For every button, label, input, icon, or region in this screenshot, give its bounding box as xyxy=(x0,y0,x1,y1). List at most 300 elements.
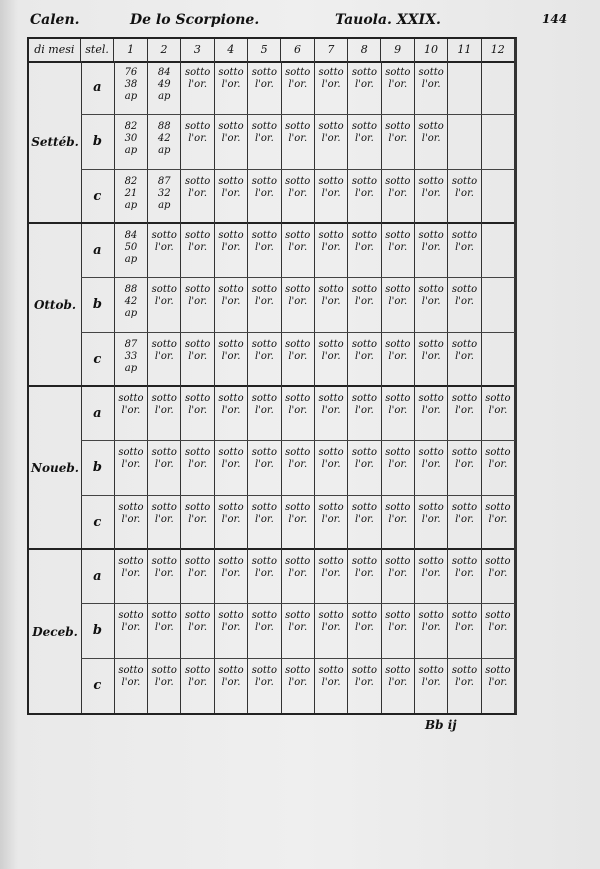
cell-text: sotto xyxy=(418,230,444,241)
cell-text: l'or. xyxy=(288,296,308,308)
cell-text: sotto xyxy=(485,447,511,459)
table-cell xyxy=(348,659,381,713)
cell-text: l'or. xyxy=(355,79,374,90)
cell-text: ap xyxy=(158,91,171,102)
cell-text: l'or. xyxy=(188,676,208,688)
table-cell xyxy=(181,170,214,224)
cell-text: sotto xyxy=(251,610,277,622)
cell-text: sotto xyxy=(451,664,478,676)
table-cell xyxy=(282,441,315,494)
table-cell xyxy=(348,115,381,168)
column-header-row xyxy=(29,39,515,63)
table-cell xyxy=(248,224,281,277)
cell-text: sotto xyxy=(251,447,277,459)
cell-text: sotto xyxy=(418,556,444,567)
cell-text: l'or. xyxy=(154,513,174,525)
cell-text: ap xyxy=(124,254,138,265)
table-cell xyxy=(148,659,181,713)
column-header-hour: 8 xyxy=(348,39,381,61)
cell-text: l'or. xyxy=(388,568,408,579)
cell-text: l'or. xyxy=(321,459,341,471)
cell-text: sotto xyxy=(418,284,444,296)
cell-text: sotto xyxy=(385,501,411,513)
cell-text: l'or. xyxy=(188,513,208,525)
cell-text: l'or. xyxy=(321,296,341,308)
table-cell xyxy=(282,550,315,603)
table-cell xyxy=(282,170,315,224)
cell-text: sotto xyxy=(218,393,244,404)
calendar-table xyxy=(27,37,517,715)
table-cell xyxy=(482,115,515,168)
cell-text: 84 xyxy=(157,67,171,78)
column-header-hour: 6 xyxy=(281,39,314,61)
cell-text: sotto xyxy=(118,393,144,404)
table-cell xyxy=(482,333,515,387)
table-cell xyxy=(315,550,348,603)
cell-text: sotto xyxy=(385,393,411,404)
cell-text: sotto xyxy=(385,610,411,622)
table-cell xyxy=(448,496,481,550)
table-cell xyxy=(448,170,481,224)
cell-text: sotto xyxy=(218,67,244,78)
cell-text: sotto xyxy=(185,67,211,78)
cell-text: sotto xyxy=(218,610,244,622)
cell-text: sotto xyxy=(385,338,411,350)
cell-text: l'or. xyxy=(388,622,408,634)
cell-text: sotto xyxy=(351,664,378,676)
table-cell xyxy=(115,387,148,440)
cell-text: sotto xyxy=(151,664,177,676)
month-block xyxy=(29,550,515,713)
table-cell xyxy=(215,278,248,331)
cell-text: sotto xyxy=(485,556,511,567)
cell-text: sotto xyxy=(285,556,311,567)
signature-mark: Bb ij xyxy=(425,718,457,732)
table-cell xyxy=(448,387,481,440)
cell-text: l'or. xyxy=(188,187,208,199)
cell-text: l'or. xyxy=(254,513,274,525)
cell-text: l'or. xyxy=(188,350,208,362)
month-block xyxy=(29,224,515,387)
table-cell xyxy=(282,278,315,331)
table-row xyxy=(81,387,515,441)
table-cell xyxy=(282,61,315,114)
cell-text: sotto xyxy=(151,284,177,296)
table-cell xyxy=(315,278,348,331)
table-cell xyxy=(382,496,415,550)
cell-text: l'or. xyxy=(388,133,408,145)
cell-text: ap xyxy=(124,91,138,102)
cell-text: sotto xyxy=(385,67,411,78)
cell-text: sotto xyxy=(451,501,478,513)
cell-text: l'or. xyxy=(355,242,374,253)
cell-text: l'or. xyxy=(188,405,208,416)
cell-text: sotto xyxy=(185,393,211,404)
cell-text: sotto xyxy=(318,556,344,567)
cell-text: sotto xyxy=(218,175,244,187)
column-header-month: di mesi xyxy=(29,39,81,61)
table-row xyxy=(81,278,515,332)
cell-text: l'or. xyxy=(355,676,374,688)
cell-text: l'or. xyxy=(288,622,308,634)
table-cell xyxy=(382,170,415,224)
table-row xyxy=(81,224,515,278)
cell-text: sotto xyxy=(351,393,378,404)
cell-text: ap xyxy=(124,308,138,320)
table-cell xyxy=(148,170,181,224)
table-cell xyxy=(181,61,214,114)
cell-text: sotto xyxy=(218,501,244,513)
table-cell xyxy=(348,333,381,387)
cell-text: l'or. xyxy=(221,513,241,525)
cell-text: l'or. xyxy=(388,405,408,416)
cell-text: l'or. xyxy=(421,459,441,471)
cell-text: l'or. xyxy=(154,350,174,362)
table-cell xyxy=(181,387,214,440)
cell-text: 87 xyxy=(157,175,171,187)
cell-text: sotto xyxy=(385,121,411,133)
cell-text: l'or. xyxy=(321,676,341,688)
table-cell xyxy=(148,333,181,387)
cell-text: 82 xyxy=(124,121,138,133)
cell-text: l'or. xyxy=(121,676,141,688)
table-cell xyxy=(348,550,381,603)
cell-text: l'or. xyxy=(321,133,341,145)
table-cell xyxy=(382,604,415,657)
cell-text: l'or. xyxy=(221,79,241,90)
table-cell xyxy=(482,224,515,277)
cell-text: ap xyxy=(124,362,138,374)
table-cell xyxy=(115,496,148,550)
cell-text: l'or. xyxy=(321,350,341,362)
table-cell xyxy=(415,659,448,713)
cell-text: 42 xyxy=(157,133,171,145)
cell-text: sotto xyxy=(451,175,478,187)
cell-text: l'or. xyxy=(388,296,408,308)
cell-text: sotto xyxy=(318,338,344,350)
table-row xyxy=(81,333,515,387)
cell-text: 88 xyxy=(157,121,171,133)
cell-text: l'or. xyxy=(188,622,208,634)
cell-text: sotto xyxy=(418,393,444,404)
cell-text: 33 xyxy=(124,350,138,362)
cell-text: sotto xyxy=(151,393,177,404)
month-label: Ottob. xyxy=(29,224,82,385)
cell-text: sotto xyxy=(351,501,378,513)
cell-text: ap xyxy=(158,199,171,211)
cell-text: l'or. xyxy=(388,676,408,688)
cell-text: sotto xyxy=(218,284,244,296)
table-cell xyxy=(382,659,415,713)
table-cell xyxy=(415,387,448,440)
cell-text: l'or. xyxy=(455,676,474,688)
cell-text: sotto xyxy=(351,338,378,350)
cell-text: l'or. xyxy=(321,187,341,199)
cell-text: l'or. xyxy=(254,242,274,253)
table-cell xyxy=(382,278,415,331)
column-header-hour: 4 xyxy=(215,39,248,61)
cell-text: sotto xyxy=(318,67,344,78)
cell-text: l'or. xyxy=(221,187,241,199)
table-cell xyxy=(448,659,481,713)
stel-letter: b xyxy=(81,441,115,494)
cell-text: l'or. xyxy=(254,133,274,145)
header-table-number: Tauola. XXIX. xyxy=(335,12,441,28)
table-cell xyxy=(248,61,281,114)
cell-text: sotto xyxy=(118,447,144,459)
cell-text: sotto xyxy=(285,610,311,622)
table-cell xyxy=(148,387,181,440)
cell-text: sotto xyxy=(285,175,311,187)
table-cell xyxy=(282,659,315,713)
cell-text: l'or. xyxy=(355,459,374,471)
cell-text: l'or. xyxy=(388,459,408,471)
page-header xyxy=(30,12,595,34)
table-cell xyxy=(315,333,348,387)
cell-text: l'or. xyxy=(321,513,341,525)
table-cell xyxy=(382,387,415,440)
cell-text: l'or. xyxy=(355,187,374,199)
table-cell xyxy=(215,224,248,277)
cell-text: l'or. xyxy=(121,568,141,579)
table-cell xyxy=(382,441,415,494)
cell-text: l'or. xyxy=(188,133,208,145)
cell-text: sotto xyxy=(285,230,311,241)
table-cell xyxy=(348,61,381,114)
cell-text: sotto xyxy=(385,175,411,187)
cell-text: sotto xyxy=(451,556,478,567)
table-cell xyxy=(215,61,248,114)
stel-letter: c xyxy=(81,496,115,550)
cell-text: sotto xyxy=(251,67,277,78)
table-cell xyxy=(181,604,214,657)
cell-text: sotto xyxy=(251,556,277,567)
table-cell xyxy=(282,496,315,550)
month-label: Settéb. xyxy=(29,61,82,222)
table-cell xyxy=(148,61,181,114)
cell-text: l'or. xyxy=(288,459,308,471)
table-cell xyxy=(315,115,348,168)
cell-text: l'or. xyxy=(455,568,474,579)
cell-text: sotto xyxy=(351,447,378,459)
cell-text: sotto xyxy=(251,393,277,404)
cell-text: l'or. xyxy=(388,350,408,362)
cell-text: 32 xyxy=(157,187,171,199)
cell-text: l'or. xyxy=(121,405,141,416)
table-cell xyxy=(482,441,515,494)
cell-text: l'or. xyxy=(154,622,174,634)
cell-text: sotto xyxy=(251,121,277,133)
cell-text: l'or. xyxy=(154,568,174,579)
cell-text: l'or. xyxy=(355,405,374,416)
cell-text: l'or. xyxy=(221,459,241,471)
table-cell xyxy=(181,115,214,168)
cell-text: sotto xyxy=(285,284,311,296)
table-cell xyxy=(415,170,448,224)
table-cell xyxy=(248,659,281,713)
table-cell xyxy=(315,659,348,713)
cell-text: sotto xyxy=(351,121,378,133)
cell-text: sotto xyxy=(451,393,478,404)
table-cell xyxy=(282,604,315,657)
header-title: De lo Scorpione. xyxy=(130,12,260,28)
table-row xyxy=(81,441,515,495)
cell-text: l'or. xyxy=(221,622,241,634)
table-cell xyxy=(448,61,481,114)
cell-text: sotto xyxy=(218,121,244,133)
table-cell xyxy=(248,278,281,331)
table-cell xyxy=(148,550,181,603)
month-label: Noueb. xyxy=(29,387,82,548)
table-cell xyxy=(315,496,348,550)
stel-letter: a xyxy=(81,224,115,277)
cell-text: sotto xyxy=(151,338,177,350)
cell-text: l'or. xyxy=(154,405,174,416)
cell-text: sotto xyxy=(251,664,277,676)
cell-text: ap xyxy=(124,145,138,157)
table-cell xyxy=(215,604,248,657)
cell-text: l'or. xyxy=(188,459,208,471)
cell-text: sotto xyxy=(385,230,411,241)
table-cell xyxy=(415,61,448,114)
table-cell xyxy=(148,604,181,657)
cell-text: sotto xyxy=(185,447,211,459)
cell-text: l'or. xyxy=(421,79,441,90)
cell-text: l'or. xyxy=(388,187,408,199)
cell-text: l'or. xyxy=(188,568,208,579)
cell-text: sotto xyxy=(185,230,211,241)
page-number: 144 xyxy=(542,12,568,26)
cell-text: sotto xyxy=(418,447,444,459)
table-cell xyxy=(382,333,415,387)
column-header-stel: stel. xyxy=(81,39,115,61)
cell-text: l'or. xyxy=(254,187,274,199)
cell-text: l'or. xyxy=(221,296,241,308)
cell-text: l'or. xyxy=(221,676,241,688)
table-cell xyxy=(348,170,381,224)
cell-text: l'or. xyxy=(188,296,208,308)
table-cell xyxy=(282,387,315,440)
table-cell xyxy=(315,387,348,440)
table-cell xyxy=(348,278,381,331)
cell-text: 82 xyxy=(124,175,138,187)
cell-text: l'or. xyxy=(421,187,441,199)
cell-text: l'or. xyxy=(355,568,374,579)
cell-text: l'or. xyxy=(288,133,308,145)
cell-text: ap xyxy=(158,145,171,157)
table-cell xyxy=(115,333,148,387)
cell-text: l'or. xyxy=(421,676,441,688)
month-block xyxy=(29,387,515,550)
cell-text: 49 xyxy=(157,79,171,90)
column-header-hour: 9 xyxy=(381,39,414,61)
cell-text: sotto xyxy=(285,393,311,404)
cell-text: sotto xyxy=(451,284,478,296)
cell-text: sotto xyxy=(218,230,244,241)
cell-text: l'or. xyxy=(154,242,174,253)
table-cell xyxy=(448,333,481,387)
table-cell xyxy=(115,170,148,224)
table-cell xyxy=(148,441,181,494)
cell-text: sotto xyxy=(318,610,344,622)
cell-text: l'or. xyxy=(455,513,474,525)
cell-text: 88 xyxy=(124,284,138,296)
cell-text: sotto xyxy=(318,664,344,676)
cell-text: sotto xyxy=(418,67,444,78)
cell-text: sotto xyxy=(185,175,211,187)
cell-text: l'or. xyxy=(121,622,141,634)
cell-text: l'or. xyxy=(288,79,308,90)
table-cell xyxy=(315,170,348,224)
cell-text: sotto xyxy=(251,175,277,187)
cell-text: l'or. xyxy=(254,568,274,579)
table-cell xyxy=(448,550,481,603)
cell-text: sotto xyxy=(451,447,478,459)
table-cell xyxy=(382,224,415,277)
table-cell xyxy=(348,441,381,494)
cell-text: l'or. xyxy=(455,242,474,253)
cell-text: sotto xyxy=(218,556,244,567)
stel-letter: c xyxy=(81,170,115,224)
table-cell xyxy=(215,659,248,713)
cell-text: l'or. xyxy=(421,296,441,308)
cell-text: sotto xyxy=(351,175,378,187)
cell-text: l'or. xyxy=(254,79,274,90)
cell-text: sotto xyxy=(485,610,511,622)
table-cell xyxy=(315,604,348,657)
cell-text: l'or. xyxy=(388,79,408,90)
cell-text: sotto xyxy=(251,338,277,350)
cell-text: sotto xyxy=(318,175,344,187)
cell-text: l'or. xyxy=(121,513,141,525)
table-cell xyxy=(215,496,248,550)
cell-text: sotto xyxy=(185,664,211,676)
table-row xyxy=(81,604,515,658)
table-cell xyxy=(115,604,148,657)
cell-text: sotto xyxy=(151,501,177,513)
table-cell xyxy=(115,441,148,494)
column-header-hour: 11 xyxy=(448,39,481,61)
table-cell xyxy=(482,170,515,224)
cell-text: l'or. xyxy=(288,568,308,579)
stel-letter: a xyxy=(81,550,115,603)
table-cell xyxy=(315,224,348,277)
cell-text: sotto xyxy=(151,447,177,459)
cell-text: l'or. xyxy=(488,459,508,471)
cell-text: sotto xyxy=(351,284,378,296)
table-cell xyxy=(248,333,281,387)
table-cell xyxy=(215,333,248,387)
cell-text: l'or. xyxy=(421,133,441,145)
table-cell xyxy=(248,441,281,494)
table-cell xyxy=(448,115,481,168)
cell-text: l'or. xyxy=(221,405,241,416)
cell-text: sotto xyxy=(151,230,177,241)
cell-text: sotto xyxy=(385,556,411,567)
table-cell xyxy=(348,604,381,657)
table-cell xyxy=(148,115,181,168)
cell-text: sotto xyxy=(118,610,144,622)
cell-text: sotto xyxy=(218,447,244,459)
cell-text: sotto xyxy=(185,121,211,133)
table-cell xyxy=(181,278,214,331)
month-block xyxy=(29,61,515,224)
table-row xyxy=(81,170,515,224)
cell-text: l'or. xyxy=(188,79,208,90)
stel-letter: b xyxy=(81,278,115,331)
cell-text: sotto xyxy=(285,664,311,676)
table-cell xyxy=(181,441,214,494)
